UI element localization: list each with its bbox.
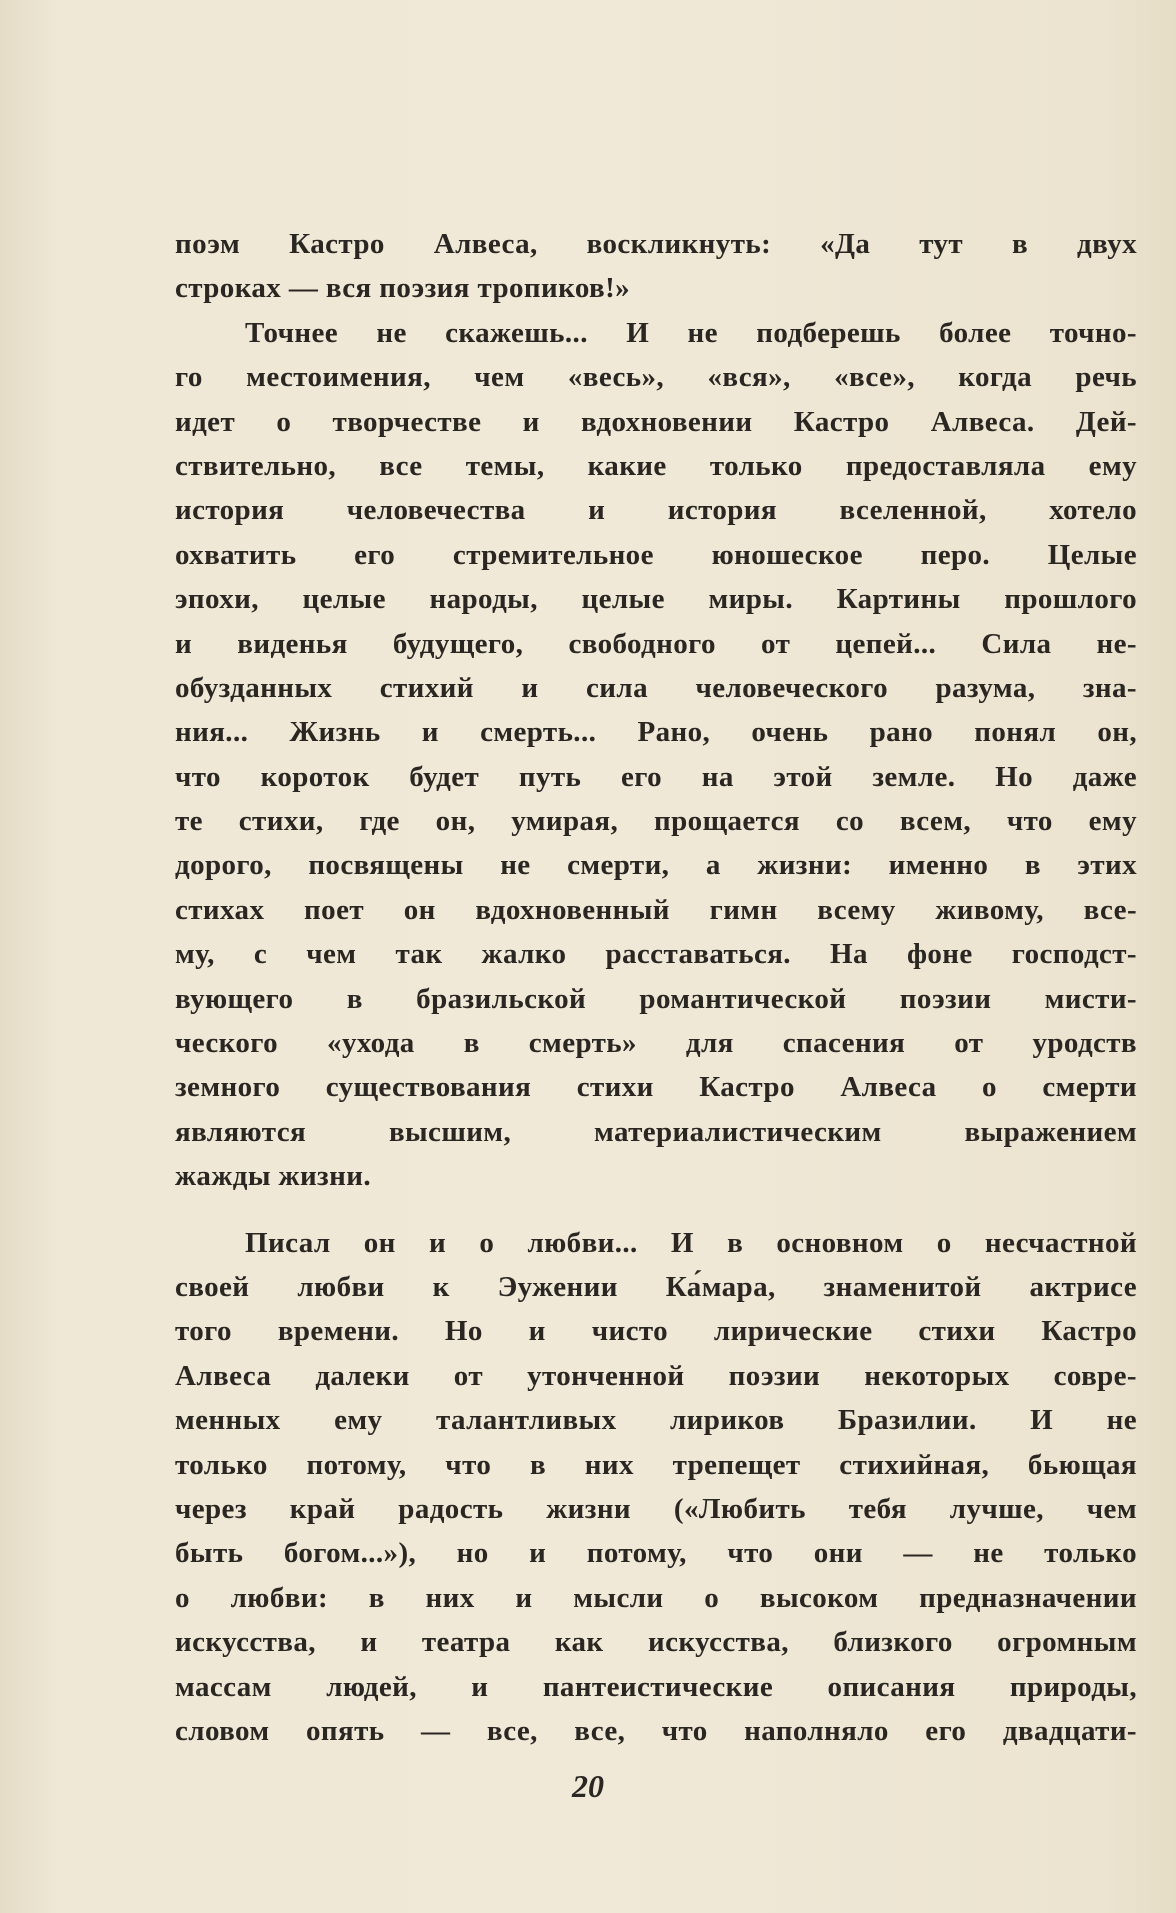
text-line: и виденья будущего, свободного от цепей... Сила не-: [175, 627, 1137, 660]
text-line: менных ему талантливых лириков Бразилии. И не: [175, 1404, 1137, 1437]
text-line: стихах поет он вдохновенный гимн всему живому, все-: [175, 893, 1137, 926]
text-line: му, с чем так жалко расставаться. На фоне господст-: [175, 938, 1137, 971]
text-line: земного существования стихи Кастро Алвеса о смерти: [175, 1071, 1137, 1104]
text-line: массам людей, и пантеистические описания природы,: [175, 1670, 1137, 1703]
text-line: быть богом...»), но и потому, что они — не только: [175, 1537, 1137, 1570]
text-line: ческого «ухода в смерть» для спасения от уродств: [175, 1027, 1137, 1060]
text-line: искусства, и театра как искусства, близкого огромным: [175, 1626, 1137, 1659]
text-line: эпохи, целые народы, целые миры. Картины прошлого: [175, 583, 1137, 616]
text-line: дорого, посвящены не смерти, а жизни: именно в этих: [175, 849, 1137, 882]
text-line: вующего в бразильской романтической поэзии мисти-: [175, 982, 1137, 1015]
text-line: о любви: в них и мысли о высоком предназначении: [175, 1581, 1137, 1614]
paragraph-start-line: Точнее не скажешь... И не подберешь более точно-: [245, 316, 1137, 349]
text-line: го местоимения, чем «весь», «вся», «все», когда речь: [175, 361, 1137, 394]
text-line: только потому, что в них трепещет стихийная, бьющая: [175, 1448, 1137, 1481]
text-line: того времени. Но и чисто лирические стихи Кастро: [175, 1315, 1137, 1348]
page-number: 20: [572, 1768, 604, 1804]
text-line: история человечества и история вселенной, хотело: [175, 494, 1137, 527]
body-text: [175, 222, 1137, 1753]
paragraph-start-line: Писал он и о любви... И в основном о несчастной: [245, 1226, 1137, 1259]
text-line: через край радость жизни («Любить тебя лучше, чем: [175, 1492, 1137, 1525]
text-line: своей любви к Эужении Ка́мара, знаменитой актрисе: [175, 1270, 1137, 1303]
text-line: жажды жизни.: [175, 1160, 371, 1193]
text-line: что короток будет путь его на этой земле. Но даже: [175, 760, 1137, 793]
text-line: идет о творчестве и вдохновении Кастро Алвеса. Дей-: [175, 405, 1137, 438]
text-line: ствительно, все темы, какие только предоставляла ему: [175, 449, 1137, 482]
text-line: являются высшим, материалистическим выражением: [175, 1115, 1137, 1148]
text-line: поэм Кастро Алвеса, воскликнуть: «Да тут в двух: [175, 228, 1137, 260]
text-line: строках — вся поэзия тропиков!»: [175, 272, 631, 305]
text-line: словом опять — все, все, что наполняло его двадцати-: [175, 1714, 1137, 1747]
paragraph-gap: [175, 1199, 1137, 1221]
text-line: обузданных стихий и сила человеческого разума, зна-: [175, 671, 1137, 704]
text-line: ния... Жизнь и смерть... Рано, очень рано понял он,: [175, 716, 1137, 749]
text-line: Алвеса далеки от утонченной поэзии некоторых совре-: [175, 1359, 1137, 1392]
text-line: охватить его стремительное юношеское перо. Целые: [175, 538, 1137, 571]
text-line: те стихи, где он, умирая, прощается со всем, что ему: [175, 805, 1137, 838]
